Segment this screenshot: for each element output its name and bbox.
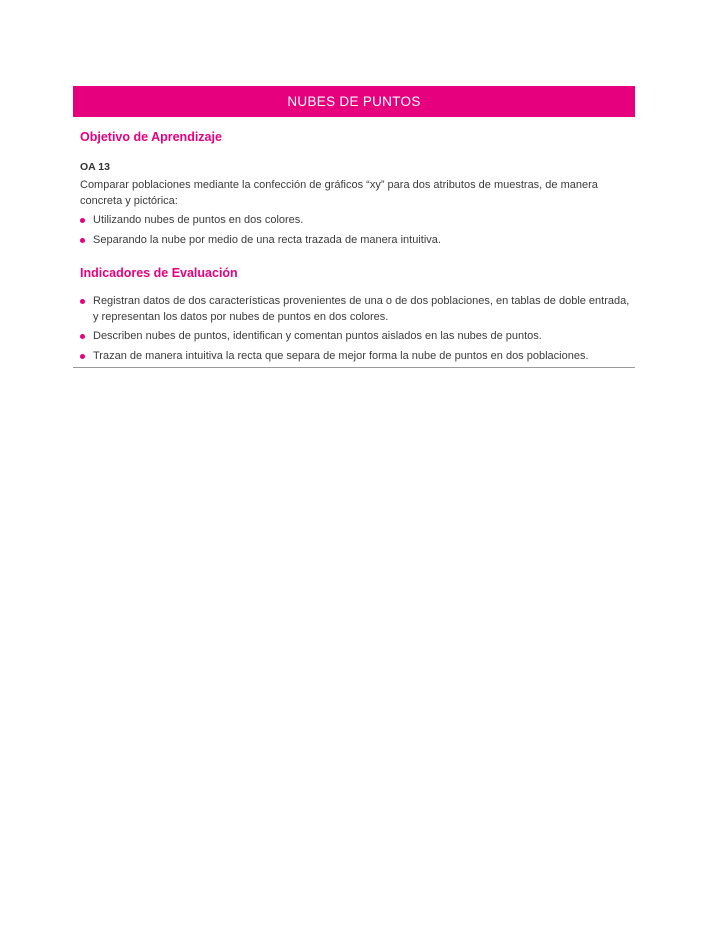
section-banner [73,86,635,117]
main-content [80,128,632,368]
section-divider [73,367,635,368]
objective-text: Comparar poblaciones mediante la confección de gráficos “xy” para dos atributos de muestras, de manera concreta y pictórica: [80,179,598,207]
objective-section [80,128,632,248]
indicators-heading: Indicadores de Evaluación [80,266,238,280]
list-item-text: Utilizando nubes de puntos en dos colores. [93,214,304,226]
objective-heading: Objetivo de Aprendizaje [80,130,222,144]
list-item [80,213,632,229]
objective-code: OA 13 [80,161,110,173]
bullet-icon [80,334,85,339]
bullet-icon [80,238,85,243]
list-item [80,349,632,365]
list-item [80,233,632,249]
indicators-list [80,294,632,364]
bullet-icon [80,218,85,223]
indicators-section [80,264,632,364]
list-item-text: Separando la nube por medio de una recta trazada de manera intuitiva. [93,233,441,246]
banner-title: NUBES DE PUNTOS [287,94,421,109]
bullet-icon [80,299,85,304]
bullet-icon [80,354,85,359]
list-item-text: Describen nubes de puntos, identifican y comentan puntos aislados en las nubes de puntos. [93,330,542,342]
list-item [80,294,632,325]
objective-list [80,213,632,248]
list-item-text: Registran datos de dos características provenientes de una o de dos poblaciones, en tablas de doble entrada, y representan los datos por nubes de puntos en dos colores. [93,295,630,323]
list-item-text: Trazan de manera intuitiva la recta que separa de mejor forma la nube de puntos en dos poblaciones. [93,349,589,362]
list-item [80,329,632,345]
